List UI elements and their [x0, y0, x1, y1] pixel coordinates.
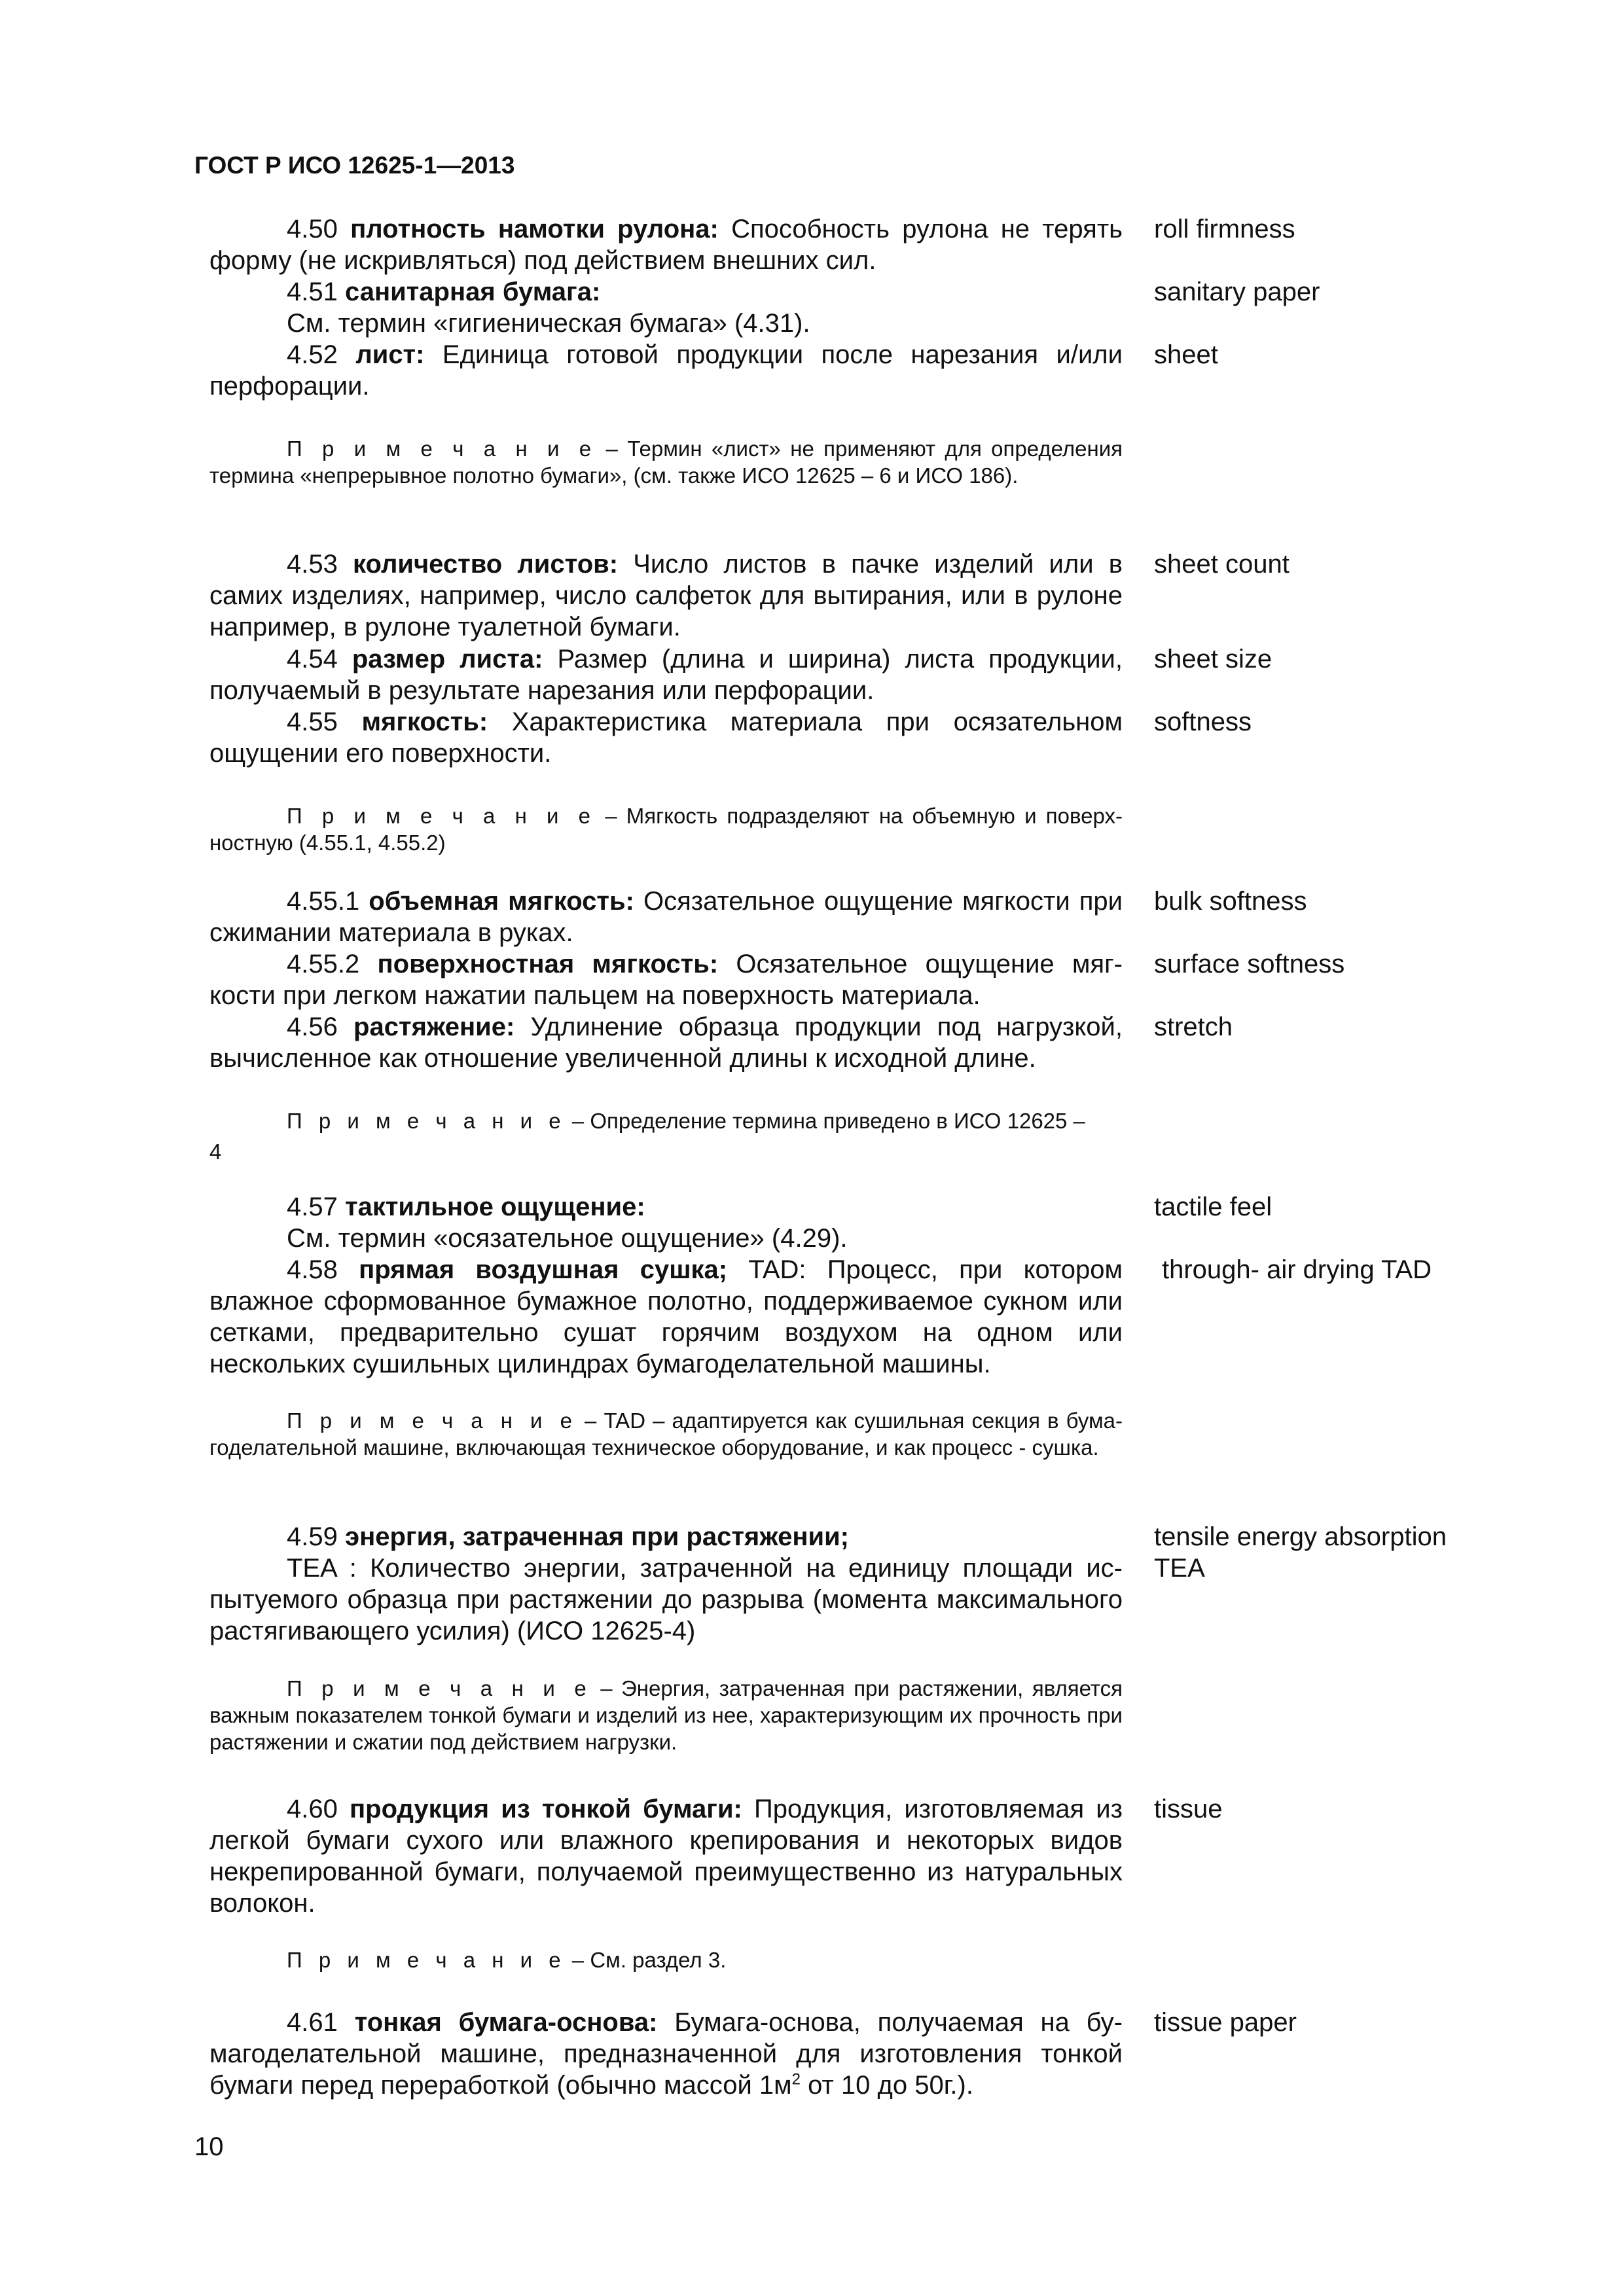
- english-term: tissue: [1154, 1795, 1223, 1823]
- term-entry-4-55-1: 4.55.1 объемная мягкость: Осязательное ощущение мягкости при сжимании материала в руках.: [209, 887, 1123, 947]
- english-term: sheet: [1154, 340, 1218, 369]
- definition: Способность рулона не терять форму (не искривляться) под действием внешних сил.: [209, 215, 1123, 275]
- english-term: softness: [1154, 708, 1252, 736]
- note-4-60: П р и м е ч а н и е – См. раздел 3.: [287, 1948, 727, 1972]
- note-4-55: П р и м е ч а н и е – Мягкость подразделяют на объемную и поверхностную (4.55.1, 4.55.2): [209, 804, 1123, 855]
- term-entry-4-50: 4.50 плотность намотки рулона: Способность рулона не терять форму (не искривляться) под действием внешних сил.: [209, 215, 1123, 275]
- definition: : Процесс, при котором влажное сформованное бумажное полотно, поддерживаемое сукном или сетками, предварительно сушат горячим воздухом на одном или нескольких сушильных цилиндрах бумагоделательной машины.: [209, 1255, 1123, 1378]
- term-entry-4-51: 4.51 санитарная бумага: См. термин «гигиеническая бумага» (4.31).: [209, 276, 1123, 339]
- definition: Размер (длина и ширина) листа продукции, получаемый в результате нарезания или перфорации.: [209, 645, 1123, 705]
- term: мягкость:: [361, 708, 488, 736]
- definition: Продукция, изготовляемая из легкой бумаги сухого или влажного крепирования и некоторых видов некрепированной бумаги, получаемой преимущественно из натуральных волокон.: [209, 1795, 1123, 1918]
- definition: Осязательное ощущение мягкости при сжимании материала в руках.: [209, 887, 1123, 947]
- english-term: bulk softness: [1154, 887, 1307, 916]
- term: санитарная бумага:: [344, 278, 601, 306]
- term-entry-4-55-2: 4.55.2 поверхностная мягкость: Осязательное ощущение мягкости при легком нажатии пальцем на поверхность материала.: [209, 950, 1123, 1010]
- definition: Единица готовой продукции после нарезания и/или перфорации.: [209, 340, 1123, 401]
- term-entry-4-58: 4.58 прямая воздушная сушка; TAD: Процесс, при котором влажное сформованное бумажное полотно, поддерживаемое сукном или сетками, предварительно сушат горячим воздухом на одном или нескольких сушильных цилиндрах бумагоделательной машины.: [209, 1255, 1123, 1378]
- english-term: sheet count: [1154, 550, 1290, 579]
- term-entry-4-53: 4.53 количество листов: Число листов в пачке изделий или в самих изделиях, например, число салфеток для вытирания, или в рулоне например, в рулоне туалетной бумаги.: [209, 550, 1123, 641]
- english-term: sanitary paper: [1154, 278, 1320, 306]
- note-4-59: П р и м е ч а н и е – Энергия, затраченная при растяжении, является важным показателем тонкой бумаги и изделий из нее, характеризующим их прочность при растяжении и сжатии под действием нагрузки.: [209, 1676, 1123, 1754]
- note-label: П р и м е ч а н и е: [287, 1676, 592, 1700]
- note-4-52: П р и м е ч а н и е – Термин «лист» не применяют для определения термина «непрерывное полотно бумаги», (см. также ИСО 12625 – 6 и ИСО 186).: [209, 437, 1123, 488]
- english-term: surface softness: [1154, 950, 1345, 978]
- term-entry-4-54: 4.54 размер листа: Размер (длина и ширина) листа продукции, получаемый в результате нарезания или перфорации.: [209, 645, 1123, 705]
- term: плотность намотки рулона:: [350, 215, 719, 243]
- note-label: П р и м е ч а н и е: [287, 1948, 566, 1972]
- note-label: П р и м е ч а н и е: [287, 1109, 566, 1133]
- note-label: П р и м е ч а н и е: [287, 1408, 577, 1433]
- english-term: through- air drying TAD: [1162, 1255, 1432, 1284]
- term-entry-4-55: 4.55 мягкость: Характеристика материала при осязательном ощущении его поверхности.: [209, 708, 1123, 768]
- term-entry-4-57: 4.57 тактильное ощущение: См. термин «осязательное ощущение» (4.29).: [209, 1191, 1123, 1254]
- term: энергия, затраченная при растяжении;: [344, 1522, 849, 1551]
- document-header: ГОСТ Р ИСО 12625-1—2013: [194, 152, 515, 179]
- term-entry-4-61: 4.61 тонкая бумага-основа: Бумага-основа, получаемая на бумагоделательной машине, предназначенной для изготовления тонкой бумаги перед переработкой (обычно массой $1м^2$ от 10 до 50г.).: [209, 2008, 1123, 2100]
- term-entry-4-52: 4.52 лист: Единица готовой продукции после нарезания и/или перфорации.: [209, 340, 1123, 401]
- definition: Число листов в пачке изделий или в самих изделиях, например, число салфеток для вытирания, или в рулоне например, в рулоне туалетной бумаги.: [209, 550, 1123, 641]
- english-term: tensile energy absorption TEA: [1154, 1522, 1447, 1583]
- english-term: stretch: [1154, 1013, 1233, 1041]
- term: тактильное ощущение:: [344, 1193, 645, 1221]
- term: продукция из тонкой бумаги:: [349, 1795, 742, 1823]
- note-4-58: П р и м е ч а н и е – TAD – адаптируется как сушильная секция в бумагоделательной машине, включающая техническое оборудование, и как процесс - сушка.: [209, 1408, 1123, 1460]
- term: поверхностная мягкость:: [377, 950, 719, 978]
- term: растяжение:: [353, 1013, 515, 1041]
- note-label: П р и м е ч а н и е: [287, 804, 596, 828]
- term: количество листов:: [353, 550, 619, 579]
- definition: : Количество энергии, затраченной на единицу площади испытуемого образца при растяжении до разрыва (момента максимального растягивающего усилия) (ИСО 12625-4): [209, 1554, 1123, 1645]
- page-number: 10: [194, 2132, 224, 2161]
- definition: Удлинение образца продукции под нагрузкой, вычисленное как отношение увеличенной длины к исходной длине.: [209, 1013, 1123, 1073]
- term-entry-4-59: 4.59 энергия, затраченная при растяжении; TEA : Количество энергии, затраченной на единицу площади испытуемого образца при растяжении до разрыва (момента максимального растягивающего усилия) (ИСО 12625-4): [209, 1522, 1123, 1645]
- note-label: П р и м е ч а н и е: [287, 437, 597, 461]
- term: лист:: [355, 340, 425, 369]
- term-entry-4-56: 4.56 растяжение: Удлинение образца продукции под нагрузкой, вычисленное как отношение увеличенной длины к исходной длине.: [209, 1013, 1123, 1073]
- definition: Бумага-основа, получаемая на бумагоделательной машине, предназначенной для изготовления тонкой бумаги перед переработкой (обычно массой 1м: [209, 2008, 1123, 2100]
- english-term: tissue paper: [1154, 2008, 1297, 2037]
- term: объемная мягкость:: [369, 887, 634, 916]
- term: размер листа:: [352, 645, 543, 673]
- note-4-56: П р и м е ч а н и е – Определение термина приведено в ИСО 12625 – 4: [209, 1109, 1085, 1164]
- definition: Характеристика материала при осязательном ощущении его поверхности.: [209, 708, 1123, 768]
- english-term: tactile feel: [1154, 1193, 1272, 1221]
- definition: Осязательное ощущение мягкости при легком нажатии пальцем на поверхность материала.: [209, 950, 1123, 1010]
- definition: См. термин «осязательное ощущение» (4.29).: [287, 1224, 848, 1253]
- term: тонкая бумага-основа:: [354, 2008, 658, 2037]
- definition: См. термин «гигиеническая бумага» (4.31).: [287, 309, 810, 338]
- term-entry-4-60: 4.60 продукция из тонкой бумаги: Продукция, изготовляемая из легкой бумаги сухого или влажного крепирования и некоторых видов некрепированной бумаги, получаемой преимущественно из натуральных волокон.: [209, 1795, 1123, 1918]
- english-term: roll firmness: [1154, 215, 1295, 243]
- term: прямая воздушная сушка;: [359, 1255, 728, 1284]
- english-term: sheet size: [1154, 645, 1272, 673]
